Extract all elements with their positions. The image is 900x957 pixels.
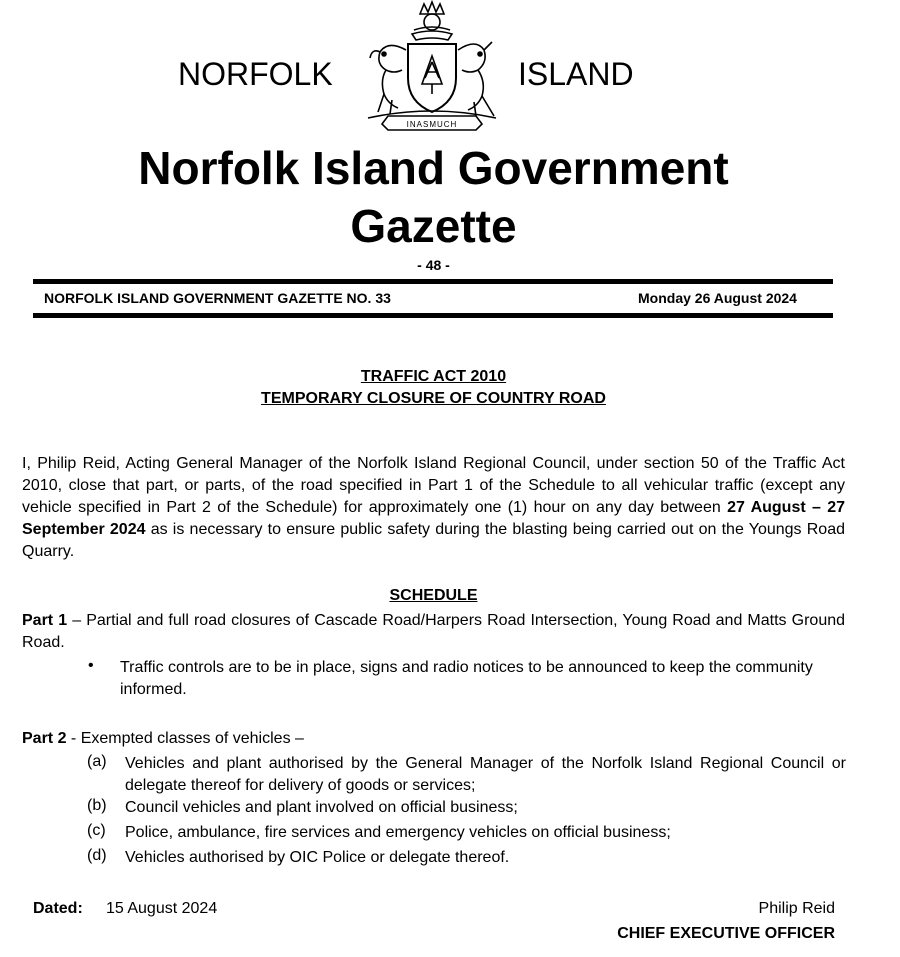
signer-title: CHIEF EXECUTIVE OFFICER <box>617 925 835 942</box>
list-item-marker: (c) <box>87 822 106 839</box>
schedule-heading: SCHEDULE <box>389 587 478 604</box>
page-number: - 48 - <box>417 257 450 273</box>
list-item-marker: (d) <box>87 847 107 864</box>
notice-act-heading: TRAFFIC ACT 2010 <box>360 368 507 385</box>
list-item: Council vehicles and plant involved on official business; <box>125 799 518 816</box>
part1-label: Part 1 <box>22 612 68 629</box>
bullet-text: Traffic controls are to be in place, signs and radio notices to be announced to keep the community informed. <box>120 659 813 698</box>
dated-value: 15 August 2024 <box>106 900 218 917</box>
part1-text: – Partial and full road closures of Cascade Road/Harpers Road Intersection, Young Road and Matts Ground Road. <box>22 612 846 651</box>
crest-motto: INASMUCH <box>406 120 458 129</box>
top-rule <box>33 279 833 284</box>
schedule-part2 <box>22 728 845 750</box>
intro-text-start: I, Philip Reid, Acting General Manager of the Norfolk Island Regional Council, under section 50 of the Traffic Act 2010, close that part, or parts, of the road specified in Part 1 of the Schedule to all vehicular traffic (except any vehicle specified in Part 2 of the Schedule) for approximately one (1) hour on any day between <box>22 455 845 516</box>
intro-date-range: 27 August – 27 September 2024 <box>22 499 846 538</box>
part2-text: - Exempted classes of vehicles – <box>66 730 304 747</box>
notice-intro-paragraph <box>22 453 845 563</box>
bullet-marker: • <box>88 657 94 674</box>
list-item: Vehicles and plant authorised by the General Manager of the Norfolk Island Regional Council or delegate thereof for delivery of goods or services; <box>125 755 846 794</box>
list-item: Police, ambulance, fire services and emergency vehicles on official business; <box>125 824 671 841</box>
gazette-title-line1: Norfolk Island Government <box>138 142 729 194</box>
masthead-right-word: ISLAND <box>518 56 634 92</box>
list-item-marker: (b) <box>87 797 107 814</box>
signer-name: Philip Reid <box>758 900 835 917</box>
coat-of-arms-icon <box>358 0 506 132</box>
list-item: Vehicles authorised by OIC Police or delegate thereof. <box>125 849 510 866</box>
bottom-rule <box>33 313 833 318</box>
issue-date: Monday 26 August 2024 <box>638 290 797 306</box>
intro-text-end: as is necessary to ensure public safety during the blasting being carried out on the Youngs Road Quarry. <box>22 521 846 560</box>
issue-name: NORFOLK ISLAND GOVERNMENT GAZETTE NO. 33 <box>44 290 391 306</box>
part2-label: Part 2 <box>22 730 67 747</box>
masthead-left-word: NORFOLK <box>178 56 333 92</box>
schedule-part1 <box>22 610 845 654</box>
gazette-title-line2: Gazette <box>350 200 517 252</box>
list-item-marker: (a) <box>87 753 107 770</box>
dated-label: Dated: <box>33 900 83 917</box>
notice-subject-heading: TEMPORARY CLOSURE OF COUNTRY ROAD <box>261 390 606 407</box>
